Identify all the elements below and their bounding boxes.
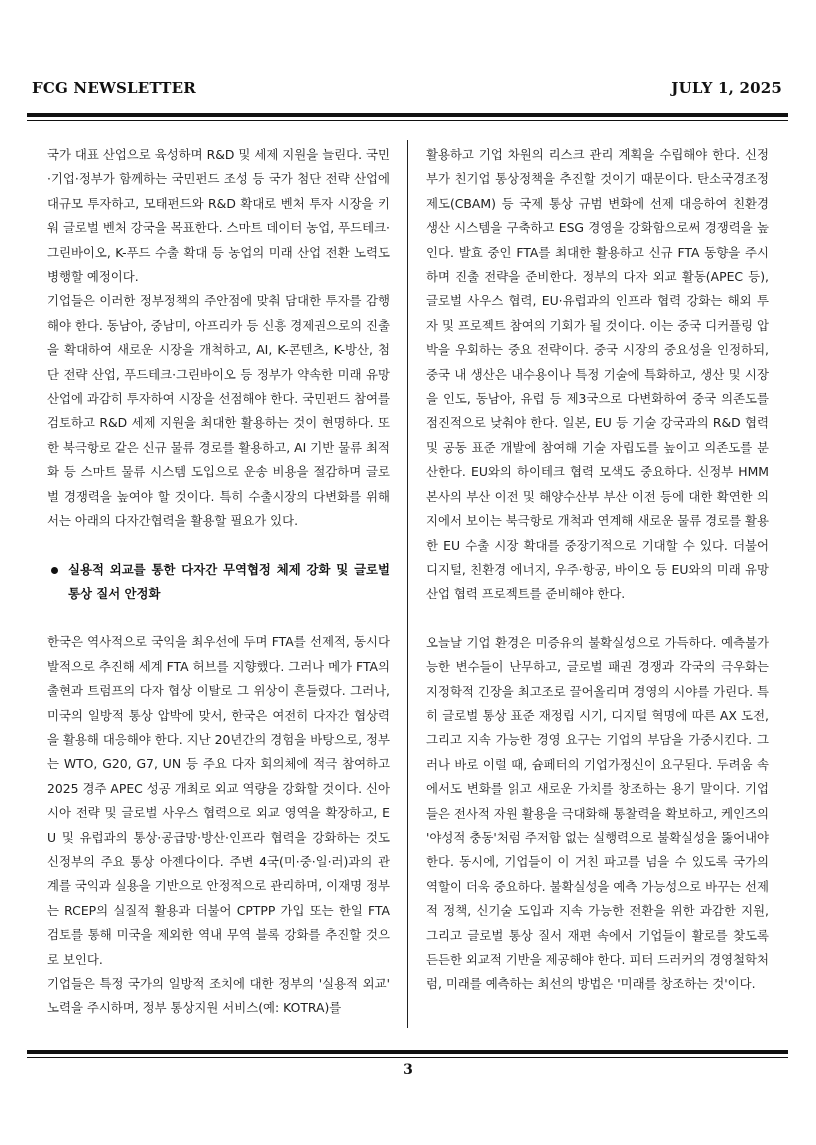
header-rule-thin [27,120,788,121]
paragraph: 한국은 역사적으로 국익을 최우선에 두며 FTA를 선제적, 동시다발적으로 추진해 세계 FTA 허브를 지향했다. 그러나 메가 FTA의 출현과 트럼프의 다자 협상 이탈로 그 위상이 흔들렸다. 그러나, 미국의 일방적 통상 압박에 맞서, 한국은 여전히 다자간 협상력을 활용해 대응해야 한다. 지난 20년간의 경험을 바탕으로, 정부는 WTO, G20, G7, UN 등 주요 다자 회의체에 적극 참여하고 2025 경주 APEC 성공 개최로 외교 역량을 강화할 것이다. 신아시아 전략 및 글로벌 사우스 협력으로 외교 영역을 확장하고, EU 및 유럽과의 통상·공급망·방산·인프라 협력을 강화하는 것도 신정부의 주요 통상 아젠다이다. 주변 4국(미·중·일·러)과의 관계를 국익과 실용을 기반으로 안정적으로 관리하며, 이재명 정부는 RCEP의 실질적 활용과 더불어 CPTPP 가입 또는 한일 FTA 검토를 통해 미국을 제외한 역내 무역 블록 강화를 추진할 것으로 보인다. [47,634,390,967]
newsletter-header [32,77,782,99]
footer-rule-thick [27,1050,788,1054]
newsletter-title: FCG NEWSLETTER [32,79,196,97]
paragraph: 기업들은 이러한 정부정책의 주안점에 맞춰 담대한 투자를 감행해야 한다. 동남아, 중남미, 아프리카 등 신흥 경제권으로의 진출을 확대하여 새로운 시장을 개척하고, AI, K-콘텐츠, K-방산, 첨단 전략 산업, 푸드테크·그린바이오 등 정부가 약속한 미래 유망 산업에 과감히 투자하여 시장을 선점해야 한다. 국민펀드 참여를 검토하고 R&D 세제 지원을 최대한 활용하는 것이 현명하다. 또한 북극항로 같은 신규 물류 경로를 활용하고, AI 기반 물류 최적화 등 스마트 물류 시스템 도입으로 운송 비용을 절감하며 글로벌 경쟁력을 높여야 할 것이다. 특히 수출시장의 다변화를 위해서는 아래의 다자간협력을 활용할 필요가 있다. [47,293,390,529]
right-column [426,143,769,997]
paragraph: 국가 대표 산업으로 육성하며 R&D 및 세제 지원을 늘린다. 국민·기업·정부가 함께하는 국민펀드 조성 등 국가 첨단 전략 산업에 대규모 투자하고, 모태펀드와 R&D 확대로 벤처 투자 시장을 키워 글로벌 벤처 강국을 목표한다. 스마트 데이터 농업, 푸드테크·그린바이오, K-푸드 수출 확대 등 농업의 미래 산업 전환 노력도 병행할 예정이다. [47,147,390,285]
section-heading: 실용적 외교를 통한 다자간 무역협정 체제 강화 및 글로벌 통상 질서 안정화 [68,561,390,601]
column-divider [407,140,408,1028]
bullet-icon [51,567,58,574]
section-bullet [47,558,390,607]
header-rule-thick [27,113,788,117]
left-column [47,143,390,1021]
paragraph: 기업들은 특정 국가의 일방적 조치에 대한 정부의 '실용적 외교' 노력을 주시하며, 정부 통상지원 서비스(예: KOTRA)를 [47,976,390,1016]
paragraph: 활용하고 기업 차원의 리스크 관리 계획을 수립해야 한다. 신정부가 친기업 통상정책을 추진할 것이기 때문이다. 탄소국경조정제도(CBAM) 등 국제 통상 규범 변화에 선제 대응하여 친환경 생산 시스템을 구축하고 ESG 경영을 강화함으로써 경쟁력을 높인다. 발효 중인 FTA를 최대한 활용하고 신규 FTA 동향을 주시하며 진출 전략을 준비한다. 정부의 다자 외교 활동(APEC 등), 글로벌 사우스 협력, EU·유럽과의 인프라 협력 강화는 해외 투자 및 프로젝트 참여의 기회가 될 것이다. 이는 중국 디커플링 압박을 우회하는 중요 전략이다. 중국 시장의 중요성을 인정하되, 중국 내 생산은 내수용이나 특정 기술에 특화하고, 생산 및 시장을 인도, 동남아, 유럽 등 제3국으로 다변화하여 중국 의존도를 점진적으로 낮춰야 한다. 일본, EU 등 기술 강국과의 R&D 협력 및 공동 표준 개발에 참여해 기술 자립도를 높이고 의존도를 분산한다. EU와의 하이테크 협력 모색도 중요하다. 신정부 HMM 본사의 부산 이전 및 해양수산부 부산 이전 등에 대한 확연한 의지에서 보이는 북극항로 개척과 연계해 새로운 물류 경로를 활용한 EU 수출 시장 확대를 중장기적으로 기대할 수 있다. 더불어 디지털, 친환경 에너지, 우주·항공, 바이오 등 EU와의 미래 유망 산업 협력 프로젝트를 준비해야 한다. [426,147,769,602]
paragraph: 오늘날 기업 환경은 미증유의 불확실성으로 가득하다. 예측불가능한 변수들이 난무하고, 글로벌 패권 경쟁과 각국의 극우화는 지정학적 긴장을 최고조로 끌어올리며 경영의 시야를 가린다. 특히 글로벌 통상 표준 재정립 시기, 디지털 혁명에 따른 AX 도전, 그리고 지속 가능한 경영 요구는 기업의 부담을 가중시킨다. 그러나 바로 이럴 때, 슘페터의 기업가정신이 요구된다. 두려움 속에서도 변화를 읽고 새로운 가치를 창조하는 용기 말이다. 기업들은 전사적 자원 활용을 극대화해 통찰력을 확보하고, 케인즈의 '야성적 충동'처럼 주저함 없는 실행력으로 불확실성을 뚫어내야 한다. 동시에, 기업들이 이 거친 파고를 넘을 수 있도록 국가의 역할이 더욱 중요하다. 불확실성을 예측 가능성으로 바꾸는 선제적 정책, 신기술 도입과 지속 가능한 전환을 위한 과감한 지원, 그리고 글로벌 통상 질서 재편 속에서 기업들이 활로를 찾도록 든든한 외교적 기반을 제공해야 한다. 피터 드러커의 경영철학처럼, 미래를 예측하는 최선의 방법은 '미래를 창조하는 것'이다. [426,634,769,992]
issue-date: JULY 1, 2025 [671,79,782,97]
footer-rule-thin [27,1057,788,1058]
page-number: 3 [403,1062,413,1078]
